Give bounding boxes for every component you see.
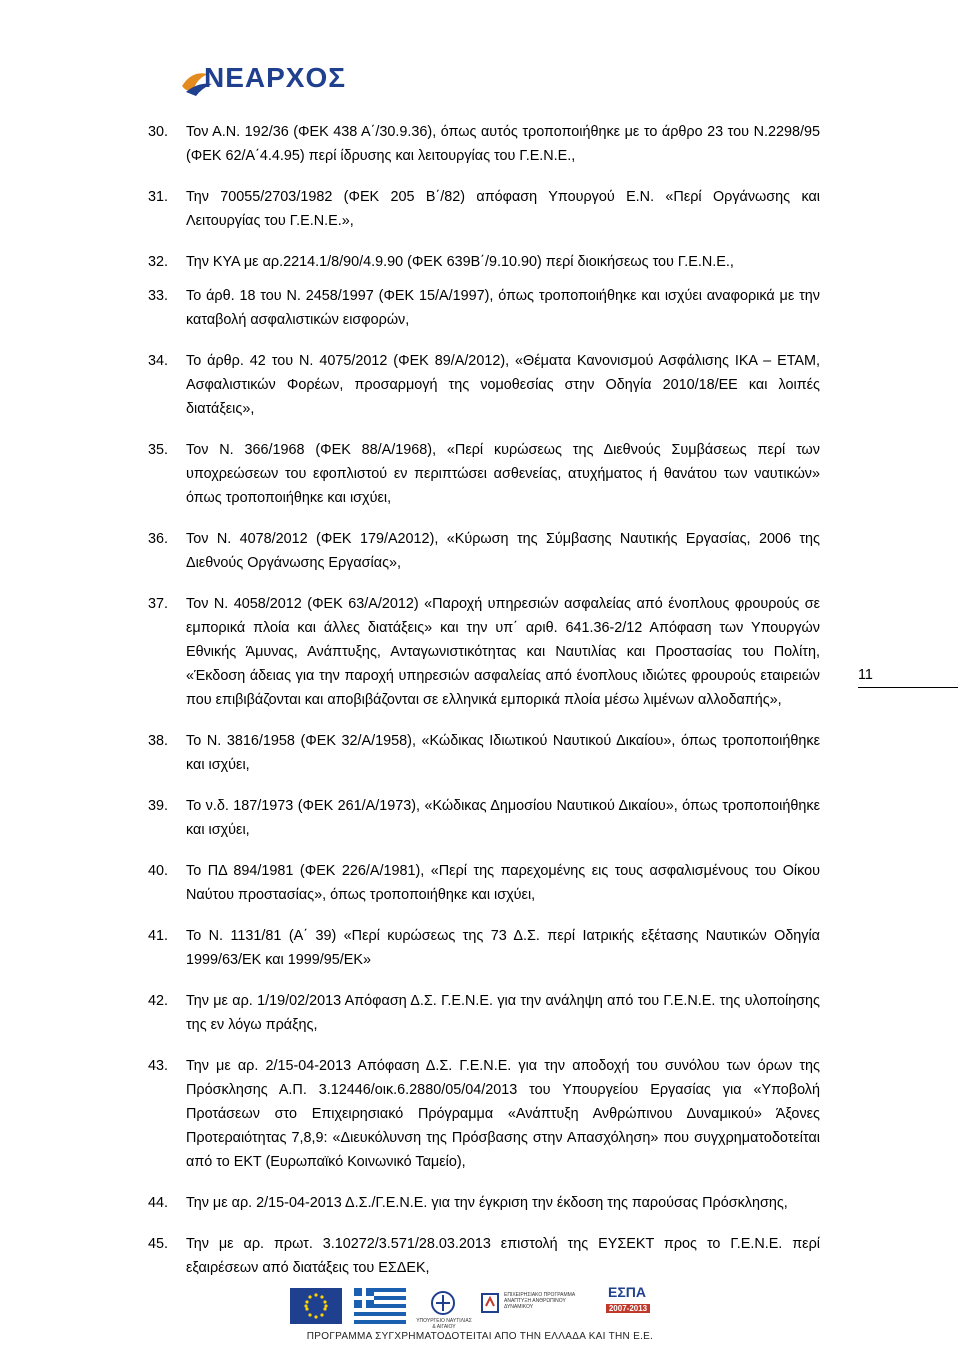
list-item: 40. Το ΠΔ 894/1981 (ΦΕΚ 226/Α/1981), «Περί της παρεχομένης εις τους ασφαλισμένους του Οίκου Ναύτου προστασίας», όπως τροποποιήθηκε και ισχύει, [148,863,820,903]
list-item: 42. Την με αρ. 1/19/02/2013 Απόφαση Δ.Σ. Γ.Ε.Ν.Ε. για την ανάληψη από του Γ.Ε.Ν.Ε. της υλοποίησης της εν λόγω πράξης, [148,993,820,1033]
espa-years: 2007-2013 [606,1304,650,1313]
list-item: 37. Τον Ν. 4058/2012 (ΦΕΚ 63/Α/2012) «Παροχή υπηρεσιών ασφαλείας από ένοπλους φρουρούς σε εμπορικά πλοία και άλλες διατάξεις» και την υπ΄ αριθ. 641.36-2/12 Απόφαση των Υπουργών Εθνικής Άμυνας, Ανάπτυξης, Ανταγωνιστικότητας και Ναυτιλίας και Προστασίας του Πολίτη, «Έκδοση άδειας για την παροχή υπηρεσιών ασφαλείας από ένοπλους ιδιώτες φρουρούς εταιρειών που επιβιβάζονται και αποβιβάζονται σε ελληνικά εμπορικά πλοία μέσω λιμένων αλλοδαπής», [148,596,820,708]
list-item: 35. Τον Ν. 366/1968 (ΦΕΚ 88/Α/1968), «Περί κυρώσεως της Διεθνούς Συμβάσεως περί των υποχρεώσεων του εφοπλιστού εν περιπτώσει ασθενείας, ατυχήματος ή θανάτου των ναυτικών» όπως τροποποιήθηκε και ισχύει, [148,442,820,506]
legislation-list [148,120,820,1297]
ministry-emblem-icon [428,1290,458,1316]
eu-flag-icon [290,1288,342,1324]
list-item: 41. Το Ν. 1131/81 (Α΄ 39) «Περί κυρώσεως της 73 Δ.Σ. περί Ιατρικής εξέτασης Ναυτικών Οδηγία 1999/63/ΕΚ και 1999/95/ΕΚ» [148,928,820,968]
list-item: 39. Το ν.δ. 187/1973 (ΦΕΚ 261/Α/1973), «Κώδικας Δημοσίου Ναυτικού Δικαίου», όπως τροποποιήθηκε και ισχύει, [148,798,820,838]
list-item: 31. Την 70055/2703/1982 (ΦΕΚ 205 Β΄/82) απόφαση Υπουργού Ε.Ν. «Περί Οργάνωσης και Λειτουργίας του Γ.Ε.Ν.Ε.», [148,189,820,229]
list-item: 36. Τον Ν. 4078/2012 (ΦΕΚ 179/Α2012), «Κύρωση της Σύμβασης Ναυτικής Εργασίας, 2006 της Διεθνούς Οργάνωσης Εργασίας», [148,531,820,571]
footer-logos [290,1278,670,1342]
logo-text: ΝΕΑΡΧΟΣ [204,62,347,93]
page-number: 11 [858,667,958,688]
espa-logo: ΕΣΠΑ [608,1284,646,1300]
list-item: 30. Τον Α.Ν. 192/36 (ΦΕΚ 438 Α΄/30.9.36), όπως αυτός τροποποιήθηκε με το άρθρο 23 του Ν.2298/95 (ΦΕΚ 62/Α΄4.4.95) περί ίδρυσης και λειτουργίας του Γ.Ε.Ν.Ε., [148,124,820,164]
greek-flag-icon [354,1288,406,1324]
list-item: 32. Την ΚΥΑ με αρ.2214.1/8/90/4.9.90 (ΦΕΚ 639Β΄/9.10.90) περί διοικήσεως του Γ.Ε.Ν.Ε., [148,254,734,270]
list-item: 43. Την με αρ. 2/15-04-2013 Απόφαση Δ.Σ. Γ.Ε.Ν.Ε. για την αποδοχή του συνόλου των όρων της Πρόσκλησης Α.Π. 3.12446/οικ.6.2880/05/04/2013 του Υπουργείου Εργασίας για «Υποβολή Προτάσεων στο Επιχειρησιακό Πρόγραμμα «Ανάπτυξη Ανθρώπινου Δυναμικού» Άξονες Προτεραιότητας 7,8,9: «Διευκόλυνση της Πρόσβασης στην Απασχόληση» που συγχρηματοδοτείται από το ΕΚΤ (Ευρωπαϊκό Κοινωνικό Ταμείο), [148,1058,820,1170]
footer-text: ΠΡΟΓΡΑΜΜΑ ΣΥΓΧΡΗΜΑΤΟΔΟΤΕΙΤΑΙ ΑΠΟ ΤΗΝ ΕΛΛΑΔΑ ΚΑΙ ΤΗΝ Ε.Ε. [306,1331,654,1342]
list-item: 38. Το Ν. 3816/1958 (ΦΕΚ 32/Α/1958), «Κώδικας Ιδιωτικού Ναυτικού Δικαίου», όπως τροποποιήθηκε και ισχύει, [148,733,820,773]
list-item: 44. Την με αρ. 2/15-04-2013 Δ.Σ./Γ.Ε.Ν.Ε. για την έγκριση την έκδοση της παρούσας Πρόσκλησης, [148,1195,788,1211]
list-item: 34. Το άρθρ. 42 του Ν. 4075/2012 (ΦΕΚ 89/Α/2012), «Θέματα Κανονισμού Ασφάλισης ΙΚΑ – ΕΤΑΜ, Ασφαλιστικών Φορέων, προσαρμογή της νομοθεσίας στην Οδηγία 2010/18/ΕΕ και λοιπές διατάξεις», [148,353,820,417]
ministry-caption: ΥΠΟΥΡΓΕΙΟ ΝΑΥΤΙΛΙΑΣ & ΑΙΓΑΙΟΥ [416,1318,472,1330]
program-logo-icon [480,1292,500,1314]
list-item: 33. Το άρθ. 18 του Ν. 2458/1997 (ΦΕΚ 15/Α/1997), όπως τροποποιήθηκε και ισχύει αναφορικά με την καταβολή ασφαλιστικών εισφορών, [148,288,820,328]
list-item: 45. Την με αρ. πρωτ. 3.10272/3.571/28.03.2013 επιστολή της ΕΥΣΕΚΤ προς το Γ.Ε.Ν.Ε. περί εξαιρέσεων από διατάξεις του ΕΣΔΕΚ, [148,1236,820,1276]
program-caption: ΕΠΙΧΕΙΡΗΣΙΑΚΟ ΠΡΟΓΡΑΜΜΑ ΑΝΑΠΤΥΞΗ ΑΝΘΡΩΠΙΝΟΥ ΔΥΝΑΜΙΚΟΥ [504,1292,575,1310]
